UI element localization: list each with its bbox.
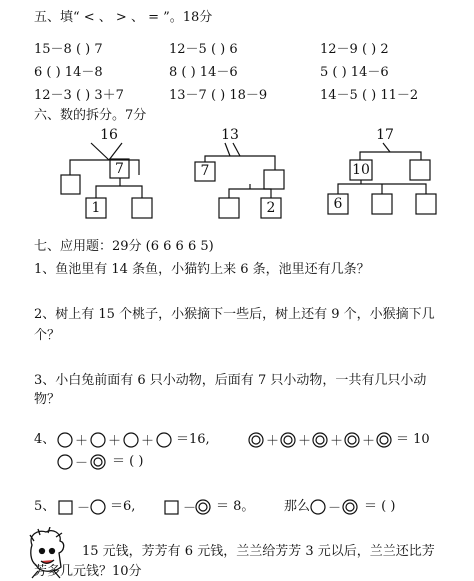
circle-icon [58,455,72,469]
compare-item: 13－7 ( ) 18－9 [169,88,268,103]
compare-item: 12－5 ( ) 6 [169,42,238,57]
question-5-number: 5、 [34,499,56,514]
decomposition-diagrams [0,0,474,240]
answer-box[interactable] [61,175,80,194]
double-circle-icon [377,433,391,447]
svg-text:＋: ＋ [330,434,344,449]
question-1: 1、鱼池里有 14 条鱼，小猫钓上来 6 条，池里还有几条？ [34,262,370,277]
svg-text:＋: ＋ [141,434,155,449]
q4-line2-rest: ＝ ( ) [112,454,144,469]
question-3-line1: 3、小白兔前面有 6 只小动物，后面有 7 只小动物，一共有几只小动 [34,373,427,388]
answer-box[interactable] [264,170,284,189]
compare-item: 15－8 ( ) 7 [34,42,103,57]
svg-text:＋: ＋ [75,434,89,449]
svg-text:＋: ＋ [108,434,122,449]
circle-icon [91,500,105,514]
tree-top-number: 13 [221,127,239,143]
question-6-line1: 15 元钱，芳芳有 6 元钱，兰兰给芳芳 3 元以后，兰兰还比芳 [82,544,435,559]
section6-title: 六、数的拆分。7分 [34,108,147,123]
double-circle-icon [313,433,327,447]
answer-box[interactable] [219,198,239,218]
question-2-line2: 个？ [34,328,61,343]
answer-box[interactable] [410,160,430,180]
tree-bottom-number: 2 [266,200,276,216]
question-4-number: 4、 [34,432,56,447]
section7-title: 七、应用题：29分 (6 6 6 6 5) [34,239,214,254]
svg-text:－: － [77,501,91,516]
question-6-line2: 芳多几元钱？10分 [34,564,142,579]
svg-text:＋: ＋ [298,434,312,449]
compare-item: 6 ( ) 14－8 [34,65,103,80]
answer-box[interactable] [416,194,436,214]
answer-box[interactable] [132,198,152,218]
svg-text:－: － [328,501,342,516]
svg-text:－: － [183,501,197,516]
compare-item: 5 ( ) 14－6 [320,65,389,80]
compare-item: 14－5 ( ) 11－2 [320,88,419,103]
svg-text:＋: ＋ [266,434,280,449]
answer-box[interactable] [372,194,392,214]
q5-then-label: 那么 [284,499,311,514]
compare-item: 8 ( ) 14－6 [169,65,238,80]
tree-mid-number: 10 [352,162,370,178]
circle-icon [91,433,105,447]
q5-eq3-result: ＝ ( ) [364,499,396,514]
double-circle-icon [91,455,105,469]
q4-eq1-result: ＝16, [176,432,210,447]
q5-eq2-result: ＝ 8。 [216,499,255,514]
tree-top-number: 16 [100,127,118,143]
circle-icon [157,433,171,447]
question-3-line2: 物？ [34,392,61,407]
section5-title: 五、填“ < 、 > 、 = ”。18分 [34,10,213,25]
tree-mid-number: 7 [200,163,210,179]
q5-eq1-result: ＝6, [110,499,136,514]
circle-icon [311,500,325,514]
tree-top-number: 17 [376,127,394,143]
circle-icon [58,433,72,447]
svg-text:＋: ＋ [362,434,376,449]
double-circle-icon [343,500,357,514]
compare-item: 12－3 ( ) 3＋7 [34,88,124,103]
double-circle-icon [281,433,295,447]
square-icon [165,501,178,514]
double-circle-icon [196,500,210,514]
question-2-line1: 2、树上有 15 个桃子，小猴摘下一些后，树上还有 9 个，小猴摘下几 [34,307,435,322]
double-circle-icon [345,433,359,447]
q4-eq2-result: ＝ 10 [396,432,430,447]
tree-mid-number: 7 [115,161,124,177]
compare-item: 12－9 ( ) 2 [320,42,389,57]
circle-icon [124,433,138,447]
tree-bottom-number: 1 [91,200,101,216]
tree-bottom-number: 6 [333,196,343,212]
square-icon [59,501,72,514]
double-circle-icon [249,433,263,447]
svg-text:－: － [75,456,89,471]
